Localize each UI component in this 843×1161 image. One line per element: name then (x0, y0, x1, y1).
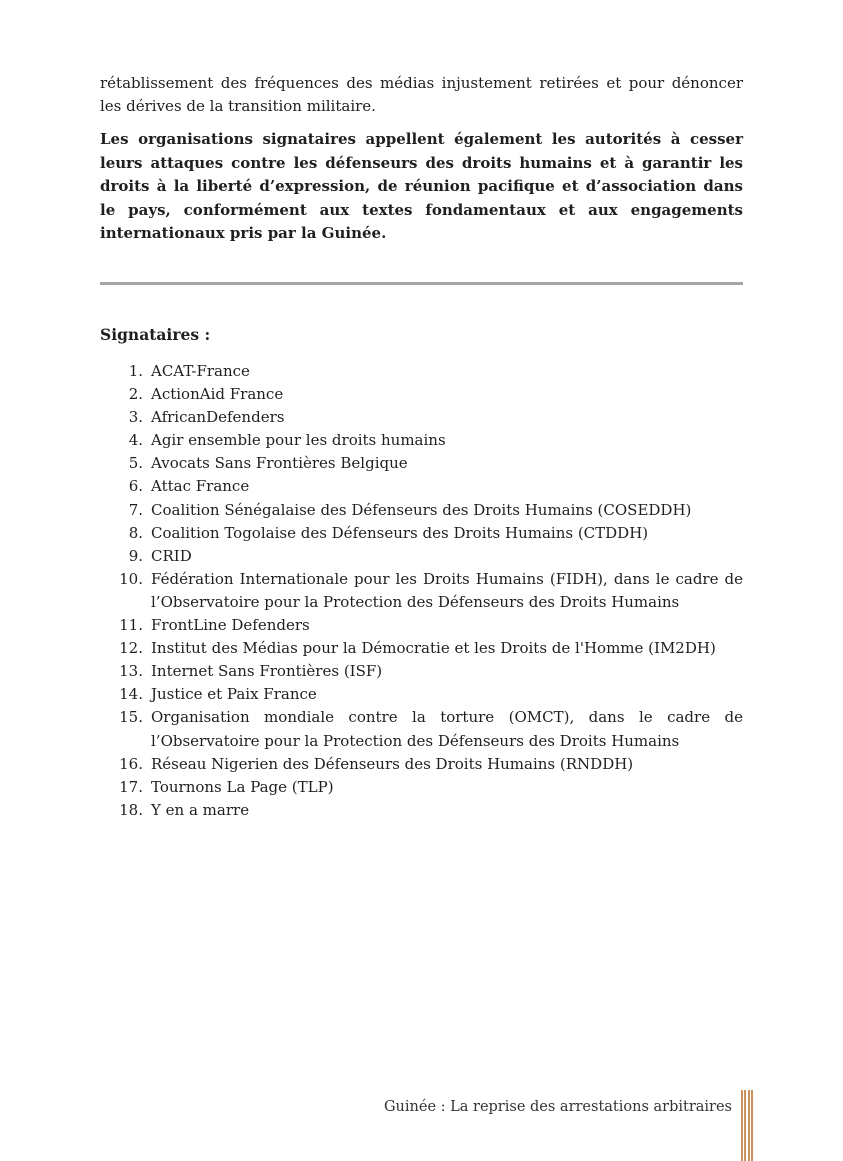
list-item-number: 7. (128, 500, 143, 519)
list-item-number: 5. (128, 454, 143, 473)
list-item (100, 753, 743, 776)
list-item (100, 429, 743, 452)
footer-decoration (741, 1090, 753, 1161)
list-item-number: 2. (128, 385, 143, 404)
list-item-name: Coalition Sénégalaise des Défenseurs des Droits Humains (COSEDDH) (151, 500, 692, 519)
list-item-number: 11. (119, 616, 143, 635)
list-item-name: CRID (151, 546, 192, 565)
footer-bar (748, 1090, 750, 1161)
list-item (100, 637, 743, 660)
list-item (100, 452, 743, 475)
list-item-number: 4. (128, 431, 143, 450)
list-item-name: Fédération Internationale pour les Droits Humains (FIDH), dans le cadre de l’Observatoire pour la Protection des Défenseurs des Droits Humains (151, 569, 743, 611)
signatories-heading: Signataires : (100, 325, 211, 344)
list-item-number: 6. (128, 477, 143, 496)
list-item-name: AfricanDefenders (151, 408, 285, 427)
list-item (100, 706, 743, 752)
list-item-number: 10. (119, 569, 143, 588)
list-item-number: 13. (119, 662, 143, 681)
list-item (100, 683, 743, 706)
signatories-list (100, 360, 743, 822)
list-item-name: Avocats Sans Frontières Belgique (151, 454, 408, 473)
footer-bar (741, 1090, 743, 1161)
list-item-number: 3. (128, 408, 143, 427)
list-item-name: Justice et Paix France (151, 685, 317, 704)
list-item-number: 15. (119, 708, 143, 727)
list-item-number: 17. (119, 777, 143, 796)
list-item (100, 383, 743, 406)
list-item-name: Organisation mondiale contre la torture (OMCT), dans le cadre de l’Observatoire pour la Protection des Défenseurs des Droits Humains (151, 708, 743, 750)
list-item-name: Institut des Médias pour la Démocratie et les Droits de l'Homme (IM2DH) (151, 639, 716, 658)
list-item-number: 9. (128, 546, 143, 565)
appeal-paragraph: Les organisations signataires appellent également les autorités à cesser leurs attaques contre les défenseurs des droits humains et à garantir les droits à la liberté d’expression, de réunion pacifique et d’association dans le pays, conformément aux textes fondamentaux et aux engagements internationaux pris par la Guinée. (100, 130, 743, 242)
list-item (100, 522, 743, 545)
footer-title: Guinée : La reprise des arrestations arbitraires (383, 1099, 732, 1115)
list-item-name: FrontLine Defenders (151, 616, 310, 635)
list-item-name: Tournons La Page (TLP) (151, 777, 334, 796)
list-item (100, 499, 743, 522)
list-item (100, 360, 743, 383)
list-item-number: 8. (128, 523, 143, 542)
list-item-name: Y en a marre (151, 800, 250, 819)
list-item-name: Agir ensemble pour les droits humains (151, 431, 446, 450)
horizontal-rule (100, 282, 743, 285)
list-item-number: 16. (119, 754, 143, 773)
list-item (100, 799, 743, 822)
intro-paragraph: rétablissement des fréquences des médias injustement retirées et pour dénoncer les dérives de la transition militaire. (100, 74, 743, 115)
list-item-number: 1. (128, 362, 143, 380)
list-item (100, 660, 743, 683)
list-item-name: Réseau Nigerien des Défenseurs des Droits Humains (RNDDH) (151, 754, 634, 773)
list-item (100, 776, 743, 799)
footer-bar (744, 1090, 746, 1161)
list-item-name: ActionAid France (151, 385, 284, 404)
list-item (100, 475, 743, 498)
list-item-number: 18. (119, 800, 143, 819)
list-item-name: Internet Sans Frontières (ISF) (151, 662, 383, 681)
list-item-name: Attac France (151, 477, 250, 496)
footer-bar (751, 1090, 753, 1161)
list-item (100, 568, 743, 614)
list-item-name: Coalition Togolaise des Défenseurs des Droits Humains (CTDDH) (151, 523, 649, 542)
list-item-name: ACAT-France (151, 362, 250, 380)
list-item (100, 614, 743, 637)
list-item (100, 545, 743, 568)
list-item (100, 406, 743, 429)
list-item-number: 14. (119, 685, 143, 704)
list-item-number: 12. (119, 639, 143, 658)
